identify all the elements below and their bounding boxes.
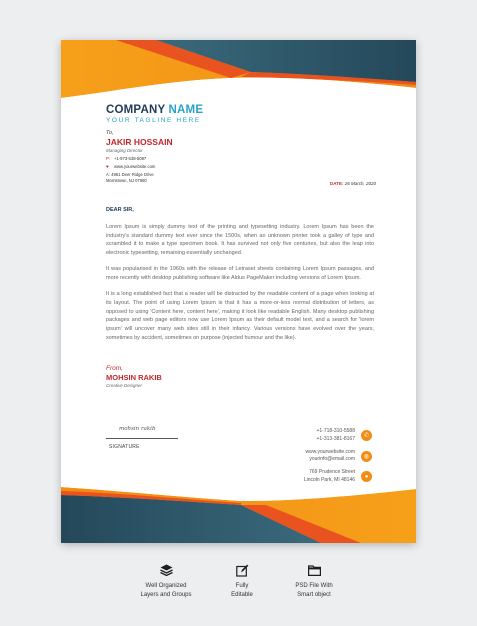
to-label: To, [106, 130, 114, 136]
company-tagline: YOUR TAGLINE HERE [106, 117, 201, 124]
signature-line [106, 438, 178, 439]
body-paragraph: It was popularised in the 1960s with the release of Letraset sheets containing Lorem Ipsum passages, and more recently with desktop publishing software like Aldus PageMaker including versions of Lorem Ipsum. [106, 266, 374, 281]
heart-icon: ♥ [106, 164, 109, 169]
feature-list [130, 563, 350, 623]
recipient-name: JAKIR HOSSAIN [106, 137, 173, 147]
footer-wave-decoration [61, 487, 416, 543]
contact-web-group [304, 449, 372, 465]
sender-name: MOHSIN RAKIB [106, 373, 162, 382]
company-logo [106, 104, 203, 124]
from-label: From, [106, 365, 123, 372]
recipient-web [106, 164, 173, 169]
layers-icon [159, 563, 173, 577]
recipient-block [106, 130, 173, 185]
contact-email: yourinfo@email.com [309, 456, 355, 463]
feature-label-line2: Smart object [297, 591, 331, 598]
company-name-main: COMPANY [106, 104, 166, 116]
recipient-address [106, 172, 173, 185]
recipient-phone-text: +1-973-538-5087 [114, 156, 147, 161]
feature-item [130, 563, 202, 599]
contact-website: www.yourwebsite.com [305, 448, 355, 455]
letterhead-page [61, 40, 416, 543]
feature-label-line1: Fully [235, 583, 249, 589]
contact-phone2: +1-313-381-8167 [316, 435, 355, 442]
body-paragraph: Lorem Ipsum is simply dummy text of the printing and typesetting industry. Lorem Ipsum has been the industry's standard dummy text ever since the 1500s, when an unknown printer took a galley of type and scrambled it to make a type specimen book. It has survived not only five centuries, but also the leap into electronic typesetting, remaining essentially unchanged. [106, 224, 374, 257]
greeting: DEAR SIR, [106, 207, 134, 213]
company-name-accent: NAME [168, 104, 204, 116]
feature-label-line1: Well Organized [145, 583, 187, 589]
feature-item [206, 563, 278, 599]
recipient-address-line1: A: 4961 Deer Ridge Drive [106, 172, 154, 177]
sender-block [106, 365, 162, 388]
body-paragraph: It is a long established fact that a reader will be distracted by the readable content of a page when looking at its layout. The point of using Lorem Ipsum is that it has a more-or-less normal distribution of letters, as opposed to using 'Content here, content here', making it look like readable English. Many desktop publishing packages and web page editors now use Lorem Ipsum as their default model text, and a search for 'lorem ipsum' will uncover many web sites still in their infancy. Various versions have evolved over the years, sometimes by accident, sometimes on purpose (injected humour and the like). [106, 291, 374, 341]
letter-date [330, 181, 376, 186]
contact-block [304, 428, 372, 490]
feature-item [278, 563, 350, 599]
feature-label-line2: Layers and Groups [140, 591, 192, 598]
recipient-phone [106, 156, 173, 161]
feature-label-line2: Editable [231, 591, 253, 598]
recipient-title: Managing Director [106, 148, 143, 153]
recipient-address-line2: Morristown, NJ 07960 [106, 178, 147, 184]
signature-label: SIGNATURE [109, 444, 140, 450]
letter-body [106, 223, 374, 350]
recipient-web-text: www.yourwebsite.com [114, 164, 156, 169]
edit-icon [235, 563, 249, 577]
feature-label-line1: PSD File With [295, 583, 333, 589]
date-label: DATE: [330, 181, 344, 186]
header-wave-decoration [61, 40, 416, 110]
contact-address-group [304, 469, 372, 485]
contact-phone1: +1-718-310-5588 [316, 428, 355, 434]
contact-address2: Lincoln Park, MI 48146 [303, 476, 355, 483]
company-name [106, 104, 203, 116]
globe-icon: ◍ [361, 451, 372, 462]
signature-scribble: mohsin rakib [119, 426, 156, 432]
contact-address1: 769 Prudence Street [309, 469, 355, 475]
contact-phone-group [304, 428, 372, 444]
phone-prefix: P: [106, 156, 111, 161]
folder-icon [307, 563, 321, 577]
date-value: 26 March, 2020 [344, 181, 376, 186]
sender-title: Creative Designer [106, 383, 143, 388]
location-pin-icon: ● [361, 471, 372, 482]
phone-icon: ✆ [361, 430, 372, 441]
